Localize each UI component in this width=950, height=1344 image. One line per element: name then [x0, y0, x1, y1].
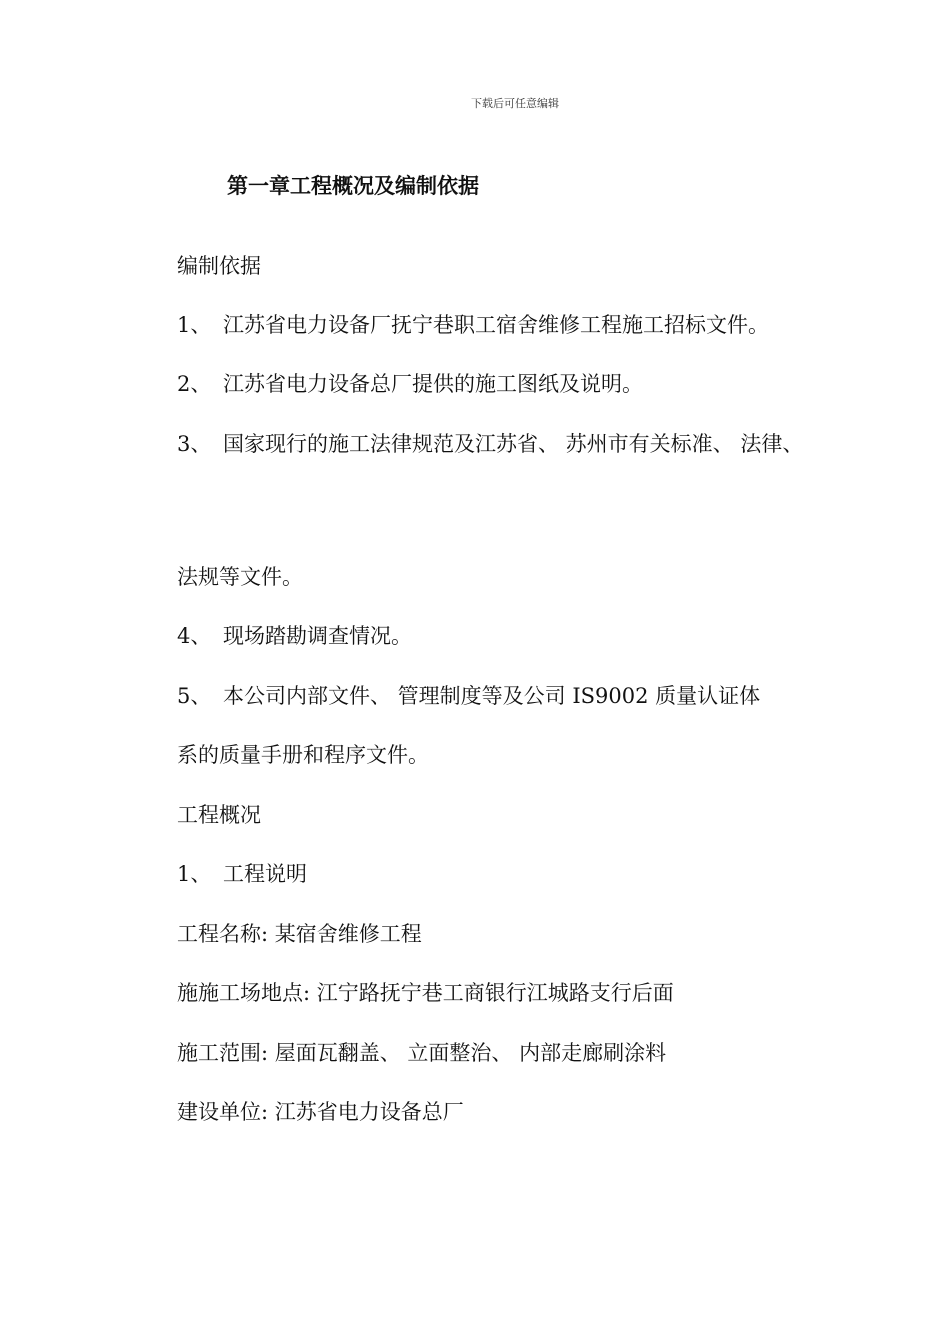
item-number: 2、	[177, 372, 212, 396]
overview-subheading	[177, 860, 307, 888]
header-note: 下载后可任意编辑	[471, 97, 559, 110]
field-project-name: 工程名称: 某宿舍维修工程	[177, 922, 422, 946]
item-text: 江苏省电力设备厂抚宁巷职工宿舍维修工程施工招标文件。	[223, 313, 769, 337]
basis-item-3-continued: 法规等文件。	[177, 565, 303, 589]
item-number: 1、	[177, 862, 212, 886]
item-text: 江苏省电力设备总厂提供的施工图纸及说明。	[223, 372, 643, 396]
basis-item-5	[177, 682, 760, 710]
basis-item-2	[177, 370, 643, 398]
item-text: 现场踏勘调查情况。	[223, 624, 412, 648]
item-text: 工程说明	[223, 862, 307, 886]
chapter-title: 第一章工程概况及编制依据	[227, 174, 479, 198]
basis-item-5-continued: 系的质量手册和程序文件。	[177, 743, 429, 767]
item-text: 本公司内部文件、 管理制度等及公司 IS9002 质量认证体	[223, 684, 761, 708]
field-site-location: 施施工场地点: 江宁路抚宁巷工商银行江城路支行后面	[177, 981, 674, 1005]
basis-item-3	[177, 430, 803, 458]
basis-item-4	[177, 622, 412, 650]
field-scope: 施工范围: 屋面瓦翻盖、 立面整治、 内部走廊刷涂料	[177, 1041, 667, 1065]
field-owner: 建设单位: 江苏省电力设备总厂	[177, 1100, 464, 1124]
item-number: 5、	[177, 684, 212, 708]
item-text: 国家现行的施工法律规范及江苏省、 苏州市有关标准、 法律、	[223, 432, 804, 456]
item-number: 1、	[177, 313, 212, 337]
section-heading-basis: 编制依据	[177, 254, 261, 278]
section-heading-overview: 工程概况	[177, 803, 261, 827]
item-number: 3、	[177, 432, 212, 456]
item-number: 4、	[177, 624, 212, 648]
basis-item-1	[177, 311, 769, 339]
